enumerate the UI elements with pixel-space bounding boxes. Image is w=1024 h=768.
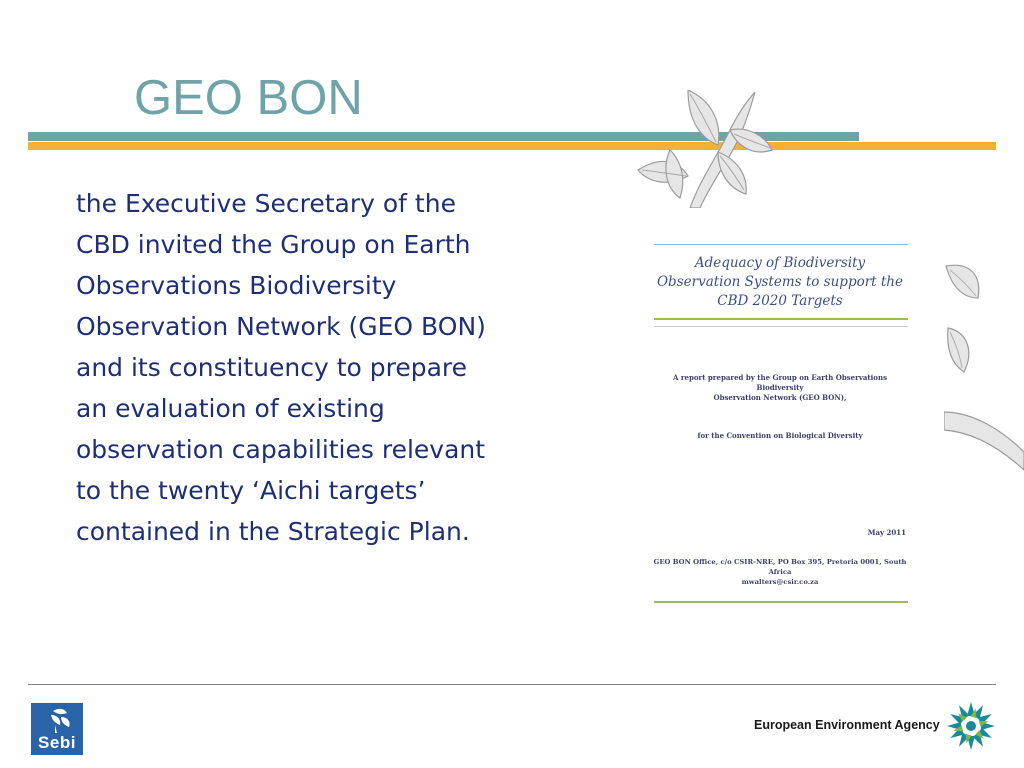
cover-grey-rule xyxy=(654,326,908,327)
cover-title-line: Adequacy of Biodiversity xyxy=(694,255,866,271)
body-paragraph: the Executive Secretary of the CBD invited the Group on Earth Observations Biodiversity Observation Network (GEO BON) and its constituency to prepare an evaluation of existing observation capabilities relevant to the twenty ‘Aichi targets’ contained in the Strategic Plan. xyxy=(76,189,486,546)
cover-office-line: GEO BON Office, c/o CSIR-NRE, PO Box 395, Pretoria 0001, South xyxy=(653,558,907,566)
cover-office xyxy=(652,557,908,587)
cover-top-rule xyxy=(654,244,908,245)
cover-title xyxy=(652,254,908,311)
footer-divider xyxy=(28,684,996,685)
title-underline-orange xyxy=(28,142,996,150)
cover-bottom-rule xyxy=(654,601,908,603)
report-cover-image xyxy=(652,244,908,606)
cover-prepared-line: A report prepared by the Group on Earth Observations Biodiversity xyxy=(672,373,888,392)
cover-office-line: mwalters@csir.co.za xyxy=(741,578,819,586)
eea-name: European Environment Agency xyxy=(754,718,940,732)
cover-office-line: Africa xyxy=(768,568,792,576)
cover-prepared-by xyxy=(652,373,908,403)
sebi-logo-text: Sebi xyxy=(38,733,76,752)
cover-green-rule xyxy=(654,318,908,320)
cover-prepared-line: Observation Network (GEO BON), xyxy=(713,393,847,402)
eea-sun-logo xyxy=(946,701,996,751)
leaves-icon xyxy=(630,90,780,208)
cover-title-line: Observation Systems to support the xyxy=(656,274,903,290)
cover-title-line: CBD 2020 Targets xyxy=(717,293,843,309)
cover-date: May 2011 xyxy=(867,528,906,537)
sebi-logo xyxy=(31,703,83,755)
cover-for-line: for the Convention on Biological Diversity xyxy=(697,431,863,440)
leaves-icon xyxy=(944,262,1024,472)
slide-title: GEO BON xyxy=(134,71,363,125)
